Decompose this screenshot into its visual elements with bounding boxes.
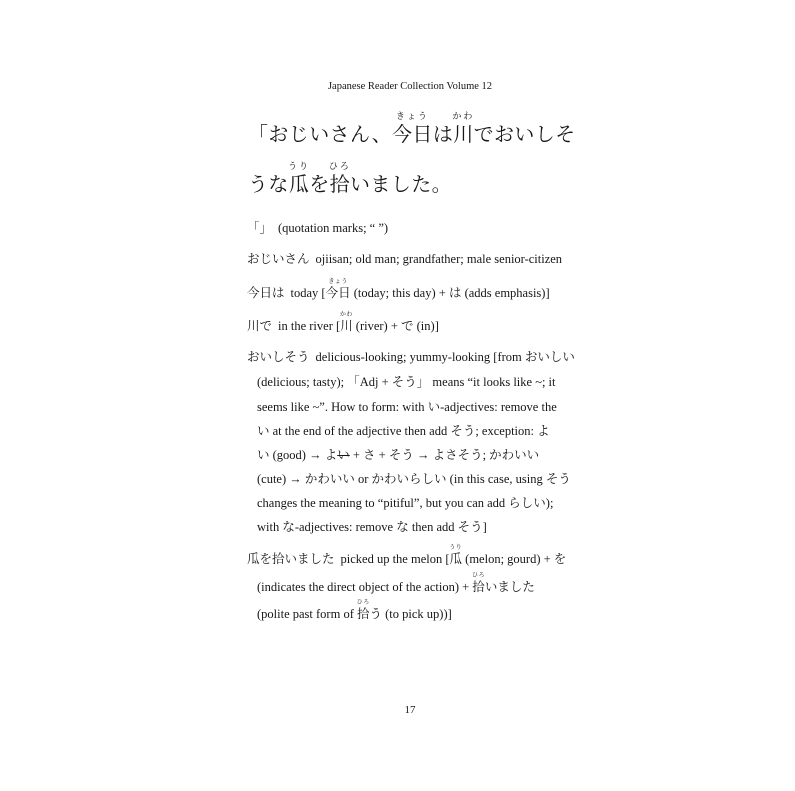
furigana-reading: きょう	[328, 279, 348, 285]
vocab-gloss: changes the meaning to “pitiful”, but you can add らしい);	[257, 496, 554, 510]
vocab-gloss: picked up the melon [	[340, 552, 450, 566]
furigana-base: 今日	[392, 124, 433, 146]
furigana-base: 拾	[356, 607, 370, 621]
sentence-text: は	[432, 124, 454, 146]
vocab-entry	[247, 279, 550, 303]
sentence-text: うな	[248, 174, 289, 196]
page-number: 17	[404, 704, 416, 716]
vocab-gloss-line	[257, 469, 571, 489]
vocab-gloss: delicious-looking; yummy-looking [from おいしい	[315, 350, 575, 364]
vocab-term: 川で	[247, 319, 273, 333]
vocab-term: おじいさん	[247, 252, 310, 266]
vocab-gloss-line	[257, 421, 550, 441]
furigana-reading: ひろ	[328, 161, 351, 171]
vocab-term: おいしそう	[247, 350, 310, 364]
furigana-reading: ひろ	[472, 573, 486, 579]
vocab-gloss-line	[257, 372, 556, 392]
vocab-gloss: today [	[290, 286, 326, 300]
vocab-gloss-line	[257, 397, 557, 417]
vocab-gloss: ojiisan; old man; grandfather; male senior-citizen	[315, 252, 563, 266]
furigana-reading: かわ	[339, 312, 353, 318]
vocab-term: 「」	[247, 221, 273, 235]
furigana-word	[339, 312, 353, 336]
vocab-gloss: (today; this day) + は (adds emphasis)]	[350, 286, 550, 300]
furigana-base: 拾	[472, 580, 485, 594]
vocab-gloss: (river) + で (in)]	[352, 319, 439, 333]
furigana-base: 瓜	[449, 552, 463, 566]
furigana-reading: きょう	[395, 111, 429, 121]
vocab-gloss: (delicious; tasty); 「Adj + そう」 means “it looks like ~; it	[257, 375, 556, 389]
vocab-gloss: いました	[484, 580, 535, 594]
vocab-gloss: (melon; gourd) + を	[462, 552, 567, 566]
struck-kana: い	[337, 448, 350, 462]
vocab-term: 今日は	[247, 286, 285, 300]
furigana-reading: うり	[288, 161, 311, 171]
vocab-gloss: + さ + そう → よさそう; かわいい	[349, 448, 540, 462]
furigana-base: 川	[340, 319, 353, 333]
vocab-gloss: with な-adjectives: remove な then add そう]	[257, 520, 487, 534]
vocab-gloss-line	[257, 517, 487, 537]
furigana-reading: ひろ	[356, 600, 370, 606]
furigana-word	[328, 161, 351, 200]
vocab-gloss: seems like ~”. How to form: with い-adjectives: remove the	[257, 400, 557, 414]
furigana-base: 拾	[329, 174, 351, 196]
furigana-word	[325, 279, 351, 303]
vocab-gloss: in the river [	[278, 319, 341, 333]
vocab-entry	[247, 218, 388, 238]
furigana-word	[392, 111, 433, 150]
furigana-base: 川	[453, 124, 474, 146]
running-header: Japanese Reader Collection Volume 12	[327, 81, 493, 92]
furigana-word	[288, 161, 311, 200]
vocab-gloss: い (good) → よ	[257, 448, 338, 462]
furigana-word	[449, 545, 463, 569]
vocab-gloss: (indicates the direct object of the action) +	[257, 580, 473, 594]
vocab-gloss-line	[257, 573, 535, 597]
sentence-text: を	[309, 174, 330, 196]
vocab-entry	[247, 312, 439, 336]
furigana-word	[472, 573, 486, 597]
furigana-reading: うり	[449, 545, 463, 551]
vocab-gloss: (quotation marks; “ ”)	[278, 221, 389, 235]
vocab-entry	[247, 249, 562, 269]
vocab-gloss: (cute) → かわいい or かわいらしい (in this case, using そう	[257, 472, 571, 486]
sentence-text: でおいしそ	[473, 124, 576, 146]
sentence-text: 「おじいさん、	[248, 124, 392, 146]
vocab-gloss-line	[257, 445, 539, 465]
vocab-gloss: (polite past form of	[257, 607, 357, 621]
sentence-line	[248, 111, 576, 150]
sentence-line	[248, 161, 453, 200]
furigana-word	[356, 600, 370, 624]
vocab-gloss-line	[257, 493, 553, 513]
vocab-gloss: い at the end of the adjective then add そう; exception: よ	[257, 424, 550, 438]
vocab-entry	[247, 545, 567, 569]
furigana-base: 今日	[325, 286, 351, 300]
vocab-gloss: う (to pick up))]	[369, 607, 452, 621]
vocab-gloss-line	[257, 600, 452, 624]
vocab-term: 瓜を拾いました	[247, 552, 335, 566]
furigana-base: 瓜	[288, 174, 310, 196]
furigana-reading: かわ	[452, 111, 475, 121]
sentence-text: いました。	[350, 174, 453, 196]
vocab-entry	[247, 347, 575, 367]
furigana-word	[452, 111, 475, 150]
